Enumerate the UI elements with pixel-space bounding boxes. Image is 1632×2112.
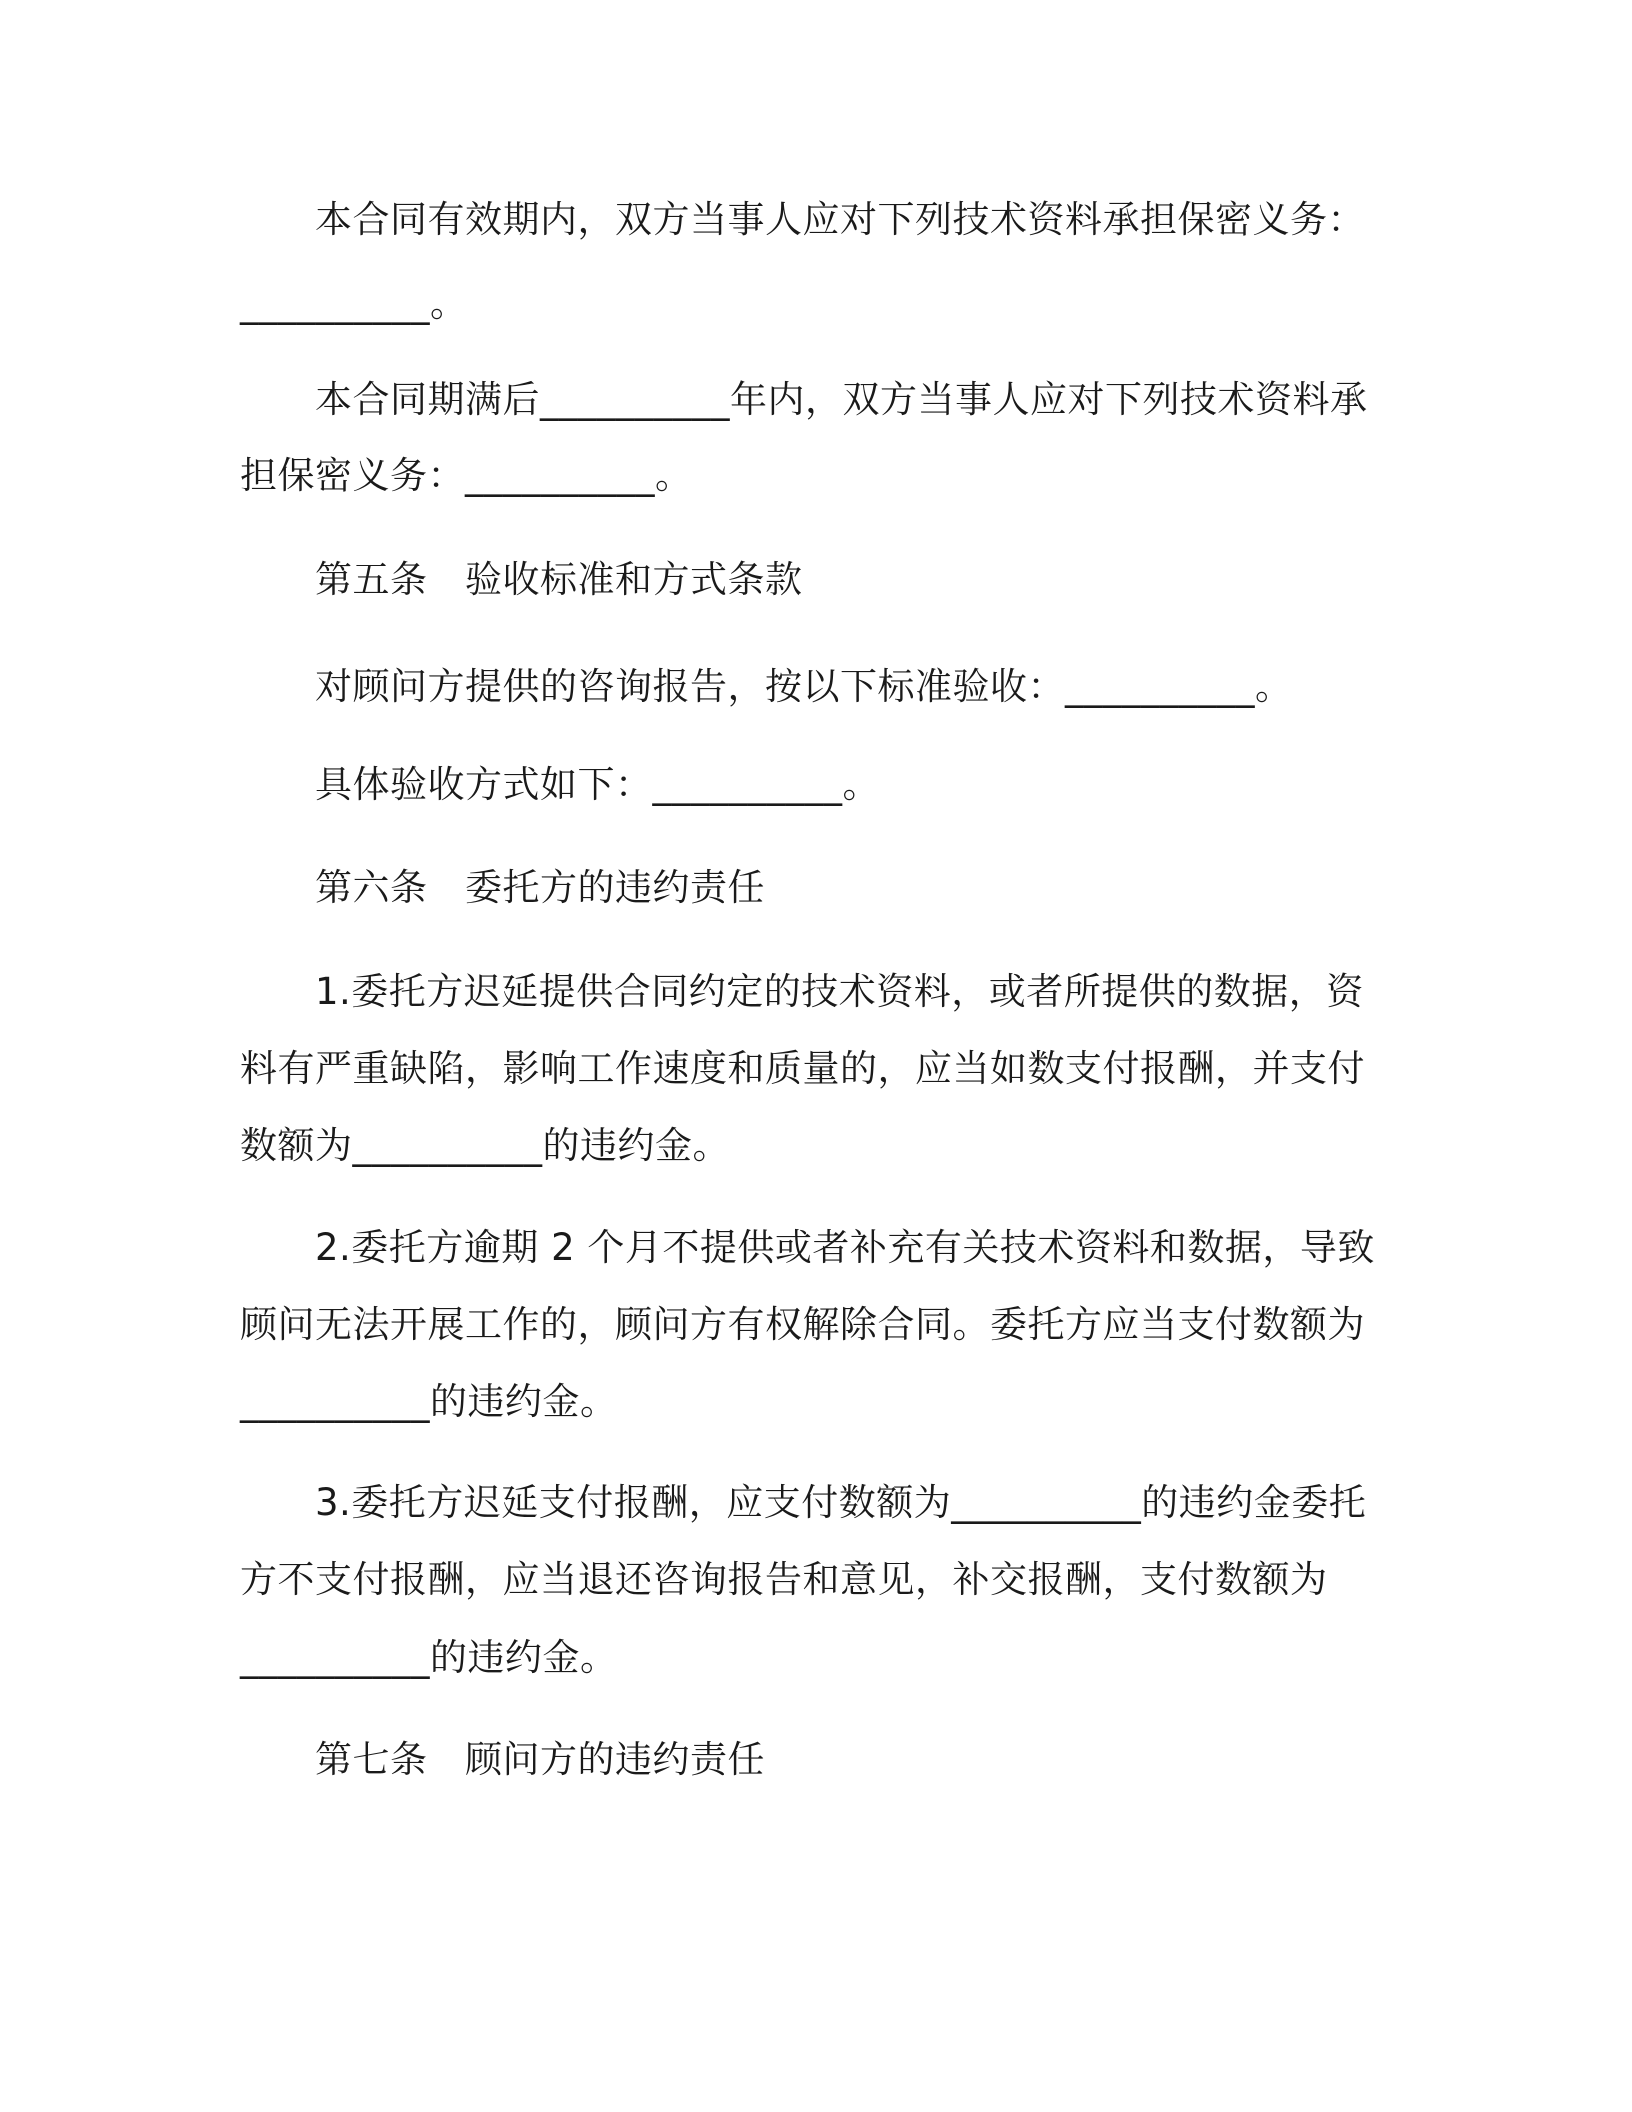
clause-6-1-line-2: 料有严重缺陷，影响工作速度和质量的，应当如数支付报酬，并支付 [240,1047,1365,1090]
article-7-heading: 第七条 顾问方的违约责任 [315,1738,765,1781]
clause-6-2-line-1: 2.委托方逾期 2 个月不提供或者补充有关技术资料和数据，导致 [315,1226,1375,1269]
clause-6-2-line-2: 顾问无法开展工作的，顾问方有权解除合同。委托方应当支付数额为 [240,1303,1365,1346]
confidentiality-clause-line-1: 本合同有效期内，双方当事人应对下列技术资料承担保密义务： [315,198,1365,241]
clause-6-1-line-3: 数额为__________的违约金。 [240,1124,730,1167]
acceptance-method-line: 具体验收方式如下：__________。 [315,763,880,806]
confidentiality-clause-line-2: __________。 [240,282,468,325]
article-6-heading: 第六条 委托方的违约责任 [315,866,765,909]
clause-6-3-line-3: __________的违约金。 [240,1636,618,1679]
clause-6-3-line-2: 方不支付报酬，应当退还咨询报告和意见，补交报酬，支付数额为 [240,1558,1328,1601]
post-term-confidentiality-line-1: 本合同期满后__________年内，双方当事人应对下列技术资料承 [315,378,1368,421]
clause-6-3-line-1: 3.委托方迟延支付报酬，应支付数额为__________的违约金委托 [315,1481,1367,1524]
clause-6-2-line-3: __________的违约金。 [240,1380,618,1423]
acceptance-standard-line: 对顾问方提供的咨询报告，按以下标准验收：__________。 [315,665,1293,708]
clause-6-1-line-1: 1.委托方迟延提供合同约定的技术资料，或者所提供的数据，资 [315,970,1364,1013]
post-term-confidentiality-line-2: 担保密义务：__________。 [240,454,693,497]
article-5-heading: 第五条 验收标准和方式条款 [315,558,803,601]
